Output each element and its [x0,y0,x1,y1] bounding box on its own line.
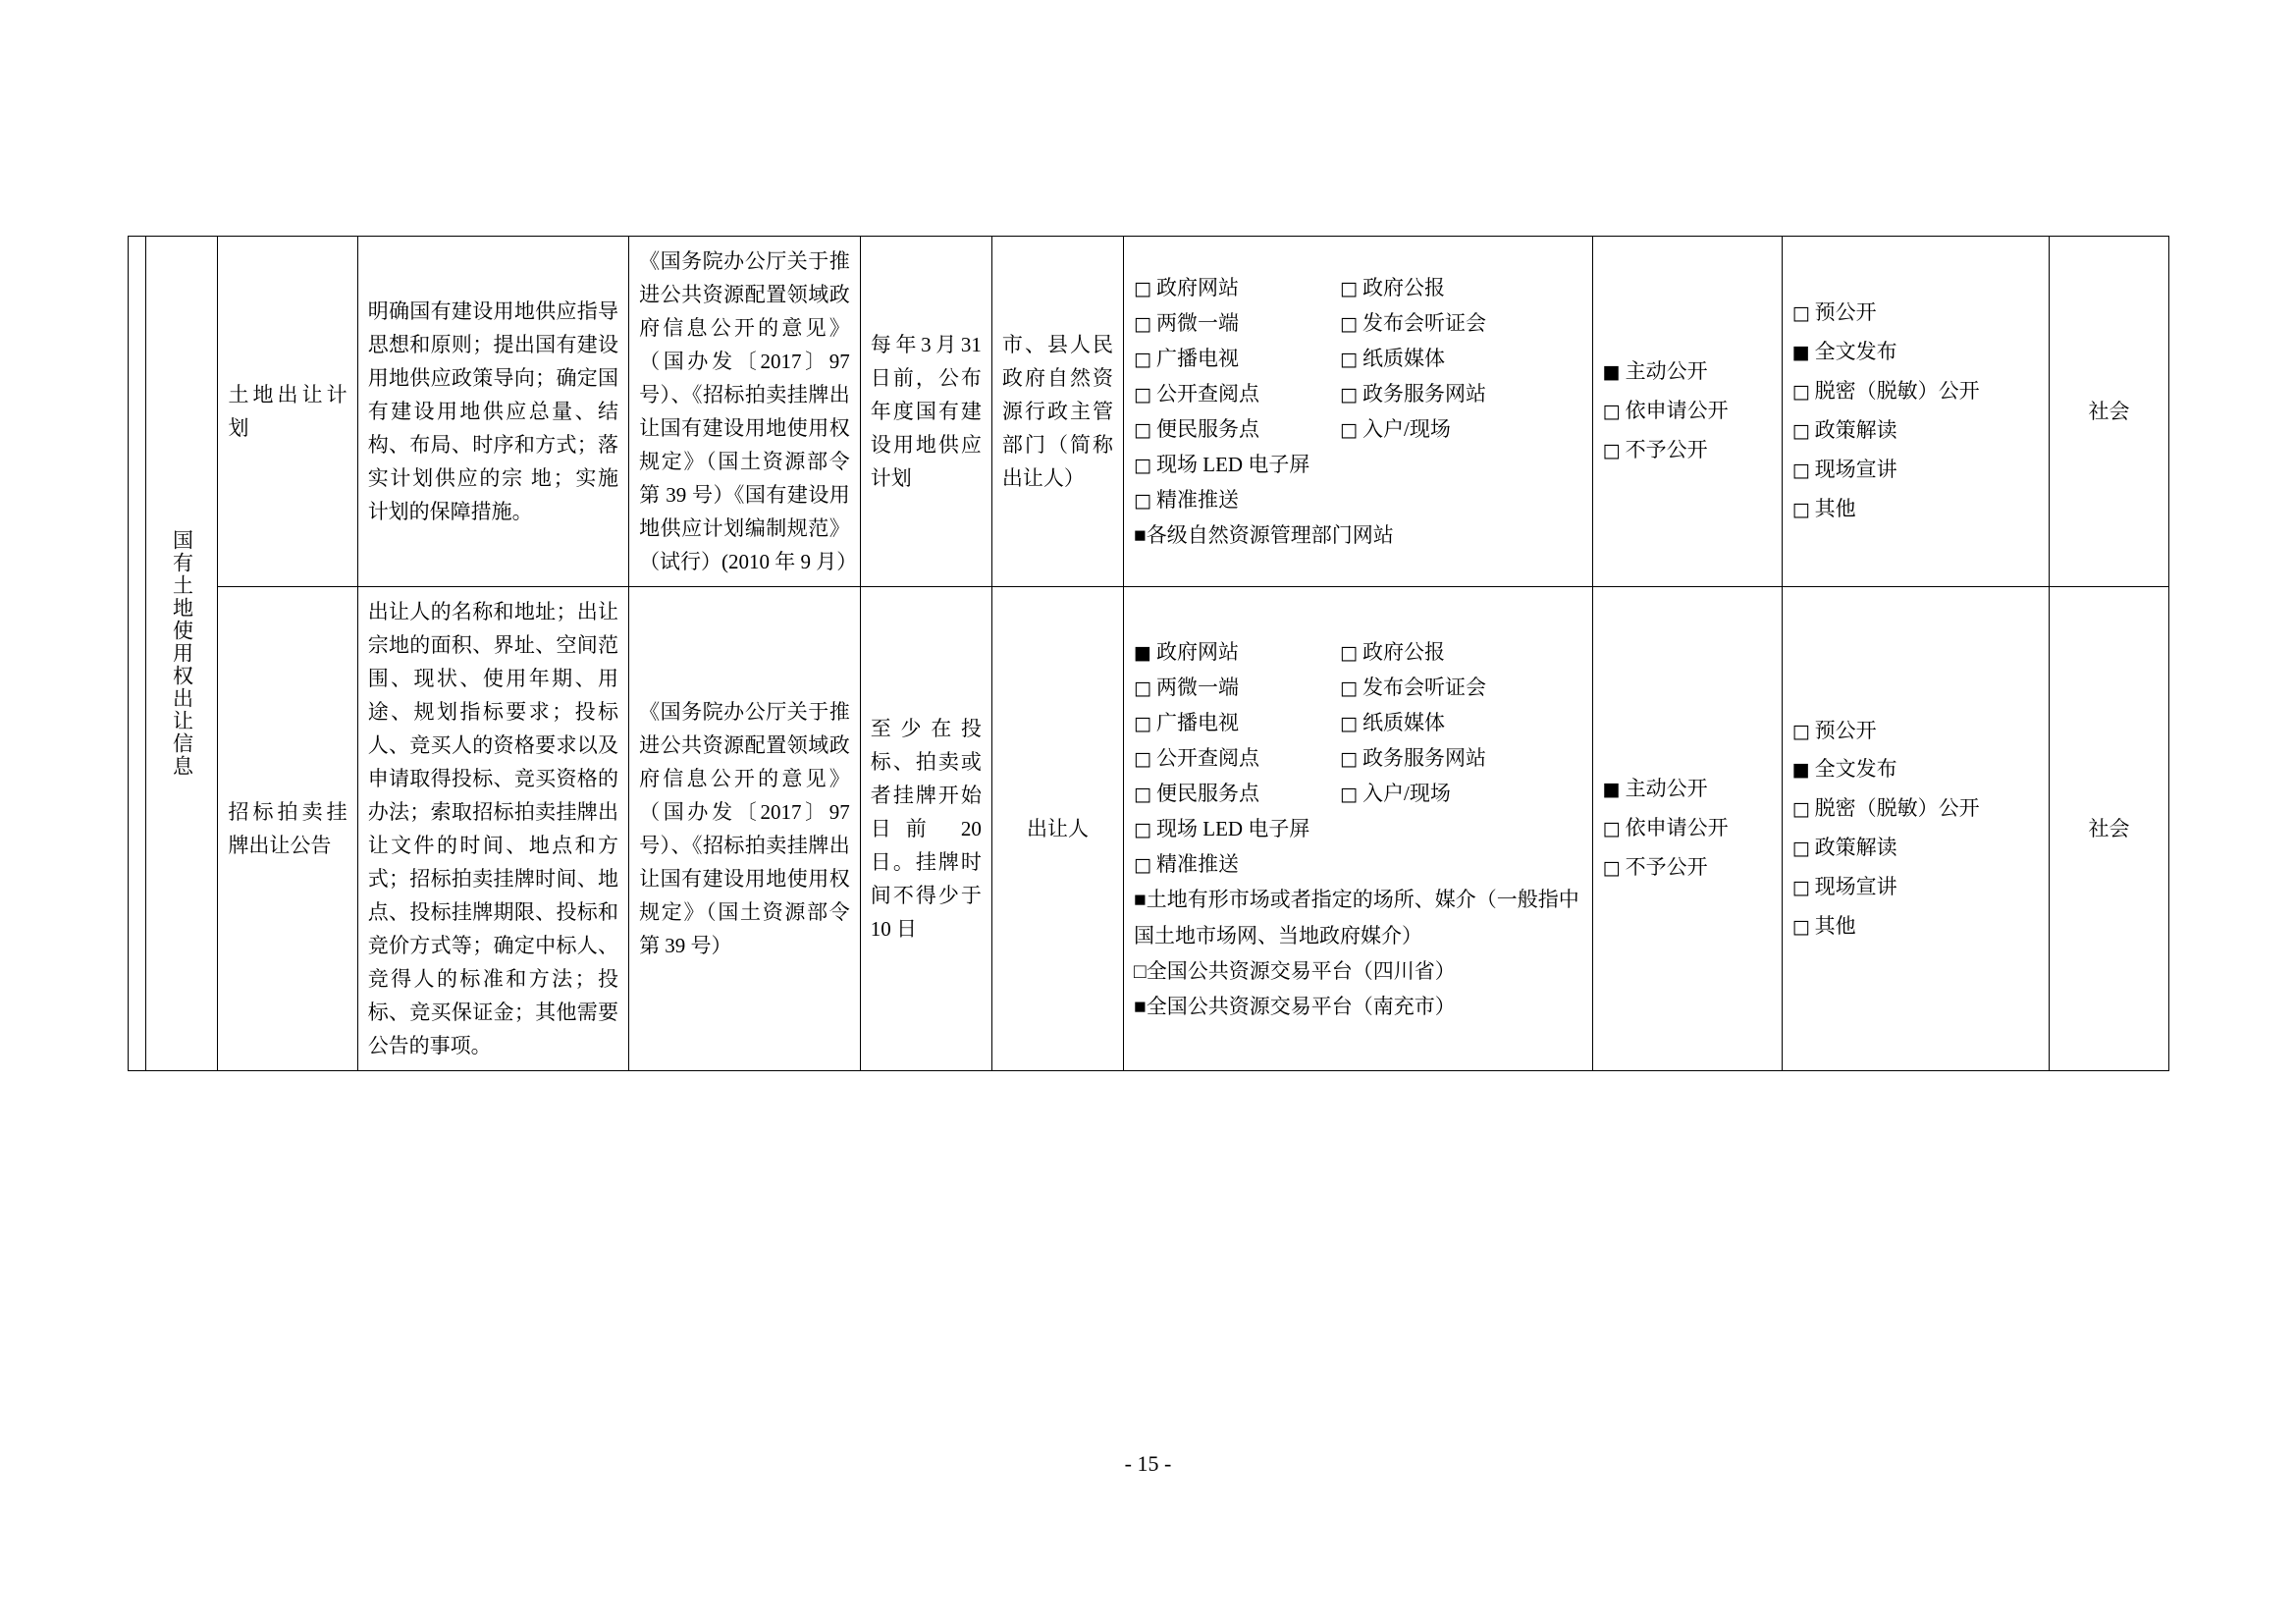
checkbox-checked-icon[interactable]: ■ [1602,779,1621,801]
channel-option[interactable] [1340,305,1551,341]
basis-cell: 《国务院办公厅关于推进公共资源配置领域政府信息公开的意见》（国办发〔2017〕97 号）、《招标拍卖挂牌出让国有建设用地使用权规定》（国土资源部令第 39 号） [629,587,861,1071]
checkbox-icon[interactable]: □ [1340,419,1358,442]
checkbox-icon[interactable]: □ [1791,381,1810,404]
channel-label: 政务服务网站 [1362,745,1486,770]
form-option[interactable] [1792,411,2039,451]
channel-column-left [1134,634,1340,883]
form-label: 全文发布 [1814,340,1897,364]
form-label: 预公开 [1814,300,1877,325]
channel-cell [1124,587,1593,1071]
channel-option[interactable] [1134,811,1340,846]
channel-column-right [1340,634,1551,883]
checkbox-checked-icon[interactable]: ■ [1791,342,1810,364]
checkbox-icon[interactable]: □ [1791,720,1810,742]
checkbox-icon[interactable]: □ [1134,677,1151,699]
channel-option[interactable] [1134,634,1340,670]
form-label: 现场宣讲 [1814,457,1897,481]
channel-label: 现场 LED 电子屏 [1156,817,1310,841]
channel-label: 各级自然资源管理部门网站 [1146,523,1394,548]
checkbox-icon[interactable]: □ [1134,348,1151,370]
form-label: 现场宣讲 [1814,875,1897,899]
form-label: 政策解读 [1814,836,1897,860]
checkbox-icon[interactable]: □ [1602,857,1621,880]
channel-cell [1124,237,1593,587]
channel-option[interactable] [1340,776,1551,811]
channel-option[interactable] [1134,447,1340,482]
channel-label: 两微一端 [1156,310,1239,335]
channel-label: 政府公报 [1362,275,1445,299]
form-label: 其他 [1814,496,1856,520]
checkbox-icon[interactable]: □ [1340,348,1358,370]
channel-option[interactable] [1340,705,1551,740]
mode-label: 不予公开 [1625,855,1708,880]
channel-label: 发布会听证会 [1362,310,1486,335]
checkbox-icon[interactable]: □ [1340,277,1358,299]
form-option[interactable] [1792,333,2039,372]
channel-label: 政府网站 [1156,639,1239,664]
checkbox-icon[interactable]: □ [1340,383,1358,406]
item-cell: 土地出让计划 [218,237,357,587]
mode-label: 主动公开 [1625,359,1708,384]
form-option[interactable] [1792,712,2039,751]
channel-column-left [1134,270,1340,518]
mode-option[interactable] [1603,809,1772,848]
form-option[interactable] [1792,490,2039,529]
page-number: - 15 - [1124,1451,1172,1476]
channel-option[interactable] [1134,482,1340,517]
checkbox-icon[interactable]: □ [1340,747,1358,770]
form-cell [1782,587,2049,1071]
channel-option[interactable] [1134,776,1340,811]
checkbox-icon[interactable]: □ [1791,498,1810,520]
channel-label: 纸质媒体 [1362,710,1445,734]
checkbox-checked-icon[interactable]: ■ [1134,994,1147,1018]
time-cell: 至少在投标、拍卖或者挂牌开始日前 20 日。挂牌时间不得少于 10 日 [860,587,991,1071]
channel-label: 精准推送 [1156,852,1239,877]
checkbox-icon[interactable]: □ [1340,641,1358,664]
checkbox-icon[interactable]: □ [1791,798,1810,821]
table-row [129,587,2169,1071]
checkbox-checked-icon[interactable]: ■ [1134,888,1147,912]
form-label: 脱密（脱敏）公开 [1814,379,1980,404]
checkbox-checked-icon[interactable]: ■ [1134,641,1151,664]
channel-option[interactable] [1340,270,1551,305]
basis-cell: 《国务院办公厅关于推进公共资源配置领域政府信息公开的意见》（国办发〔2017〕97 号）、《招标拍卖挂牌出让国有建设用地使用权规定》（国土资源部令第 39 号）《国有建设用地供应计划编制规范》（试行）(2010 年 9 月） [629,237,861,587]
form-option[interactable] [1792,294,2039,333]
form-label: 全文发布 [1814,757,1897,782]
channel-label: 发布会听证会 [1362,675,1486,699]
channel-option[interactable] [1134,305,1340,341]
org-cell: 市、县人民政府自然资源行政主管部门（简称出让人） [991,237,1123,587]
content-cell: 出让人的名称和地址；出让宗地的面积、界址、空间范围、现状、使用年期、用途、规划指标要求；投标人、竞买人的资格要求以及申请取得投标、竞买资格的办法；索取招标拍卖挂牌出让文件的时间、地点和方式；招标拍卖挂牌时间、地点、投标挂牌期限、投标和竞价方式等；确定中标人、竞得人的标准和方法；投标、竞买保证金；其他需要公告的事项。 [357,587,628,1071]
checkbox-icon[interactable]: □ [1134,277,1151,299]
channel-option[interactable] [1134,705,1340,740]
checkbox-icon[interactable]: □ [1791,459,1810,481]
checkbox-icon[interactable]: □ [1134,712,1151,734]
channel-option-extra[interactable] [1134,517,1582,553]
checkbox-icon[interactable]: □ [1791,916,1810,939]
channel-label: 政府网站 [1156,275,1239,299]
checkbox-checked-icon[interactable]: ■ [1791,759,1810,782]
mode-label: 不予公开 [1625,438,1708,462]
checkbox-icon[interactable]: □ [1134,383,1151,406]
checkbox-icon[interactable]: □ [1134,819,1151,841]
channel-label: 全国公共资源交易平台（四川省） [1146,958,1456,983]
category-cell [146,237,218,1071]
checkbox-icon[interactable]: □ [1340,312,1358,335]
mode-label: 主动公开 [1625,777,1708,801]
content-cell: 明确国有建设用地供应指导思想和原则；提出国有建设用地供应政策导向；确定国有建设用地供应总量、结构、布局、时序和方式；落实计划供应的宗 地；实施计划的保障措施。 [357,237,628,587]
mode-option[interactable] [1603,392,1772,431]
checkbox-icon[interactable]: □ [1134,419,1151,442]
form-label: 脱密（脱敏）公开 [1814,796,1980,821]
channel-option[interactable] [1340,634,1551,670]
checkbox-icon[interactable]: □ [1134,958,1147,983]
channel-option[interactable] [1134,341,1340,376]
form-cell [1782,237,2049,587]
channel-label: 便民服务点 [1156,782,1259,806]
checkbox-checked-icon[interactable]: ■ [1134,523,1147,548]
mode-option[interactable] [1603,431,1772,470]
channel-option[interactable] [1340,341,1551,376]
channel-option[interactable] [1340,740,1551,776]
item-cell: 招标拍卖挂牌出让公告 [218,587,357,1071]
table-row [129,237,2169,587]
checkbox-icon[interactable]: □ [1791,877,1810,899]
channel-label: 公开查阅点 [1156,381,1259,406]
disclosure-table [128,236,2169,1071]
checkbox-icon[interactable]: □ [1134,854,1151,877]
channel-option[interactable] [1340,376,1551,411]
mode-option[interactable] [1603,848,1772,888]
mode-cell [1592,587,1782,1071]
channel-label: 现场 LED 电子屏 [1156,453,1310,477]
form-option[interactable] [1792,451,2039,490]
channel-option[interactable] [1340,670,1551,705]
checkbox-icon[interactable]: □ [1340,712,1358,734]
form-label: 政策解读 [1814,418,1897,443]
checkbox-icon[interactable]: □ [1340,784,1358,806]
mode-option[interactable] [1603,770,1772,809]
channel-option[interactable] [1340,411,1551,447]
form-option[interactable] [1792,750,2039,789]
checkbox-icon[interactable]: □ [1134,784,1151,806]
checkbox-icon[interactable]: □ [1791,838,1810,860]
channel-label: 入户/现场 [1362,782,1451,806]
org-cell: 出让人 [991,587,1123,1071]
channel-option[interactable] [1134,670,1340,705]
channel-option[interactable] [1134,411,1340,447]
mode-option[interactable] [1603,352,1772,392]
channel-column-right [1340,270,1551,518]
form-option[interactable] [1792,907,2039,947]
channel-option[interactable] [1134,376,1340,411]
channel-option-extra[interactable] [1134,953,1582,989]
channel-label: 广播电视 [1156,346,1239,370]
mode-label: 依申请公开 [1625,816,1729,840]
category-label: 国有土地使用权出让信息 [170,529,194,779]
channel-label: 公开查阅点 [1156,745,1259,770]
channel-label: 入户/现场 [1362,417,1451,442]
checkbox-icon[interactable]: □ [1134,455,1151,477]
channel-label: 广播电视 [1156,710,1239,734]
channel-label: 便民服务点 [1156,417,1259,442]
form-label: 其他 [1814,914,1856,939]
time-cell: 每年3月31日前，公布年度国有建设用地供应计划 [860,237,991,587]
channel-label: 政府公报 [1362,639,1445,664]
channel-label: 全国公共资源交易平台（南充市） [1146,994,1456,1018]
channel-option[interactable] [1134,270,1340,305]
mode-label: 依申请公开 [1625,399,1729,423]
channel-option[interactable] [1134,846,1340,882]
mode-cell [1592,237,1782,587]
form-option[interactable] [1792,868,2039,907]
checkbox-icon[interactable]: □ [1134,747,1151,770]
form-label: 预公开 [1814,718,1877,742]
form-option[interactable] [1792,372,2039,411]
object-cell: 社会 [2050,587,2169,1071]
checkbox-icon[interactable]: □ [1134,490,1151,513]
checkbox-icon[interactable]: □ [1602,401,1621,423]
checkbox-icon[interactable]: □ [1340,677,1358,699]
object-cell: 社会 [2050,237,2169,587]
row-index-cell [129,237,146,1071]
channel-label: 精准推送 [1156,488,1239,513]
checkbox-icon[interactable]: □ [1602,440,1621,462]
form-option[interactable] [1792,829,2039,868]
checkbox-checked-icon[interactable]: ■ [1602,361,1621,384]
checkbox-icon[interactable]: □ [1602,818,1621,840]
channel-option[interactable] [1134,740,1340,776]
channel-option-extra[interactable] [1134,882,1582,952]
checkbox-icon[interactable]: □ [1791,420,1810,443]
channel-label: 两微一端 [1156,675,1239,699]
channel-label: 政务服务网站 [1362,381,1486,406]
checkbox-icon[interactable]: □ [1791,302,1810,325]
checkbox-icon[interactable]: □ [1134,312,1151,335]
form-option[interactable] [1792,789,2039,829]
channel-label: 土地有形市场或者指定的场所、媒介（一般指中国土地市场网、当地政府媒介） [1134,888,1579,947]
channel-label: 纸质媒体 [1362,346,1445,370]
channel-option-extra[interactable] [1134,989,1582,1024]
